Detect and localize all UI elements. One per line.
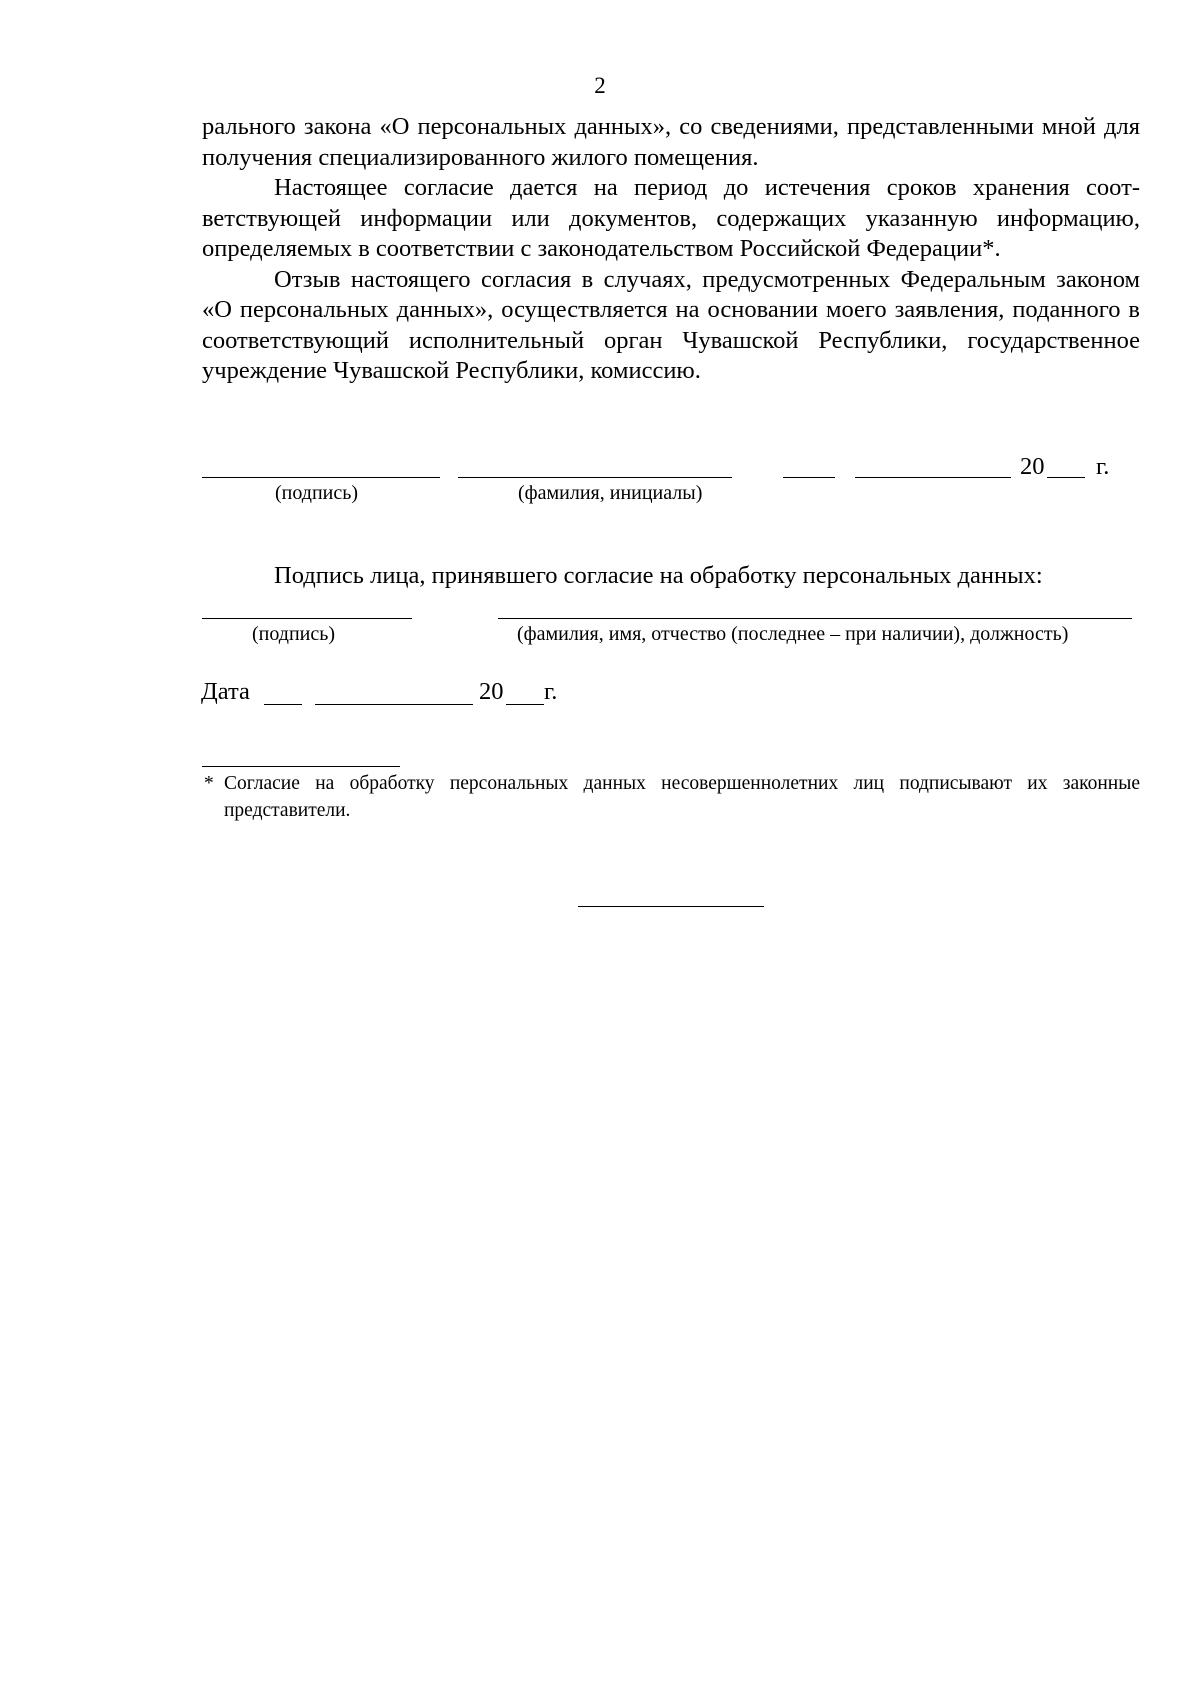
acceptor-caption-signature: (подпись)	[252, 623, 336, 645]
end-rule	[578, 906, 764, 907]
caption-signature: (подпись)	[275, 482, 359, 504]
day-line	[783, 477, 835, 478]
caption-name-initials: (фамилия, инициалы)	[518, 482, 703, 504]
name-initials-line	[458, 477, 732, 478]
year-line	[1047, 477, 1085, 478]
footnote-text: Согласие на обработку персональных данных несовершеннолетних лиц подписывают их законные представители.	[224, 773, 1140, 821]
acceptor-signature-line	[202, 618, 412, 619]
date-label: Дата	[201, 678, 250, 705]
paragraph-continuation: рального закона «О персональных данных», со сведениями, представленными мной для получения специализированного жилого помещения.	[202, 113, 1140, 171]
date-month-line	[315, 704, 473, 705]
footnote	[204, 770, 1140, 824]
signature-line	[202, 477, 440, 478]
date-year-line	[506, 704, 544, 705]
date-day-line	[264, 704, 302, 705]
month-line	[855, 477, 1011, 478]
footnote-mark: *	[204, 773, 214, 794]
footnote-separator	[202, 766, 400, 767]
year-prefix: 20	[1020, 453, 1045, 480]
acceptor-name-line	[498, 618, 1132, 619]
acceptor-heading: Подпись лица, принявшего согласие на обработку персональных данных:	[274, 562, 1043, 589]
acceptor-caption-name: (фамилия, имя, отчество (последнее – при наличии), должность)	[517, 623, 1069, 645]
date-year-suffix: г.	[544, 678, 558, 705]
year-suffix: г.	[1096, 453, 1110, 480]
page-number: 2	[594, 73, 606, 98]
date-year-prefix: 20	[479, 678, 504, 705]
body-text	[202, 112, 1140, 387]
paragraph-consent-withdrawal: Отзыв настоящего согласия в случаях, предусмотренных Федеральным законом «О персональных данных», осуществляется на основании моего заявления, поданного в соответствующий исполнительный орган Чувашской Республики, государственное учреждение Чувашской Республики, комиссию.	[202, 265, 1140, 384]
paragraph-consent-period: Настоящее согласие дается на период до истечения сроков хранения соответствующей информации или документов, содержащих указанную информацию, определяемых в соответствии с законодательством Российской Федерации*.	[202, 174, 1140, 262]
